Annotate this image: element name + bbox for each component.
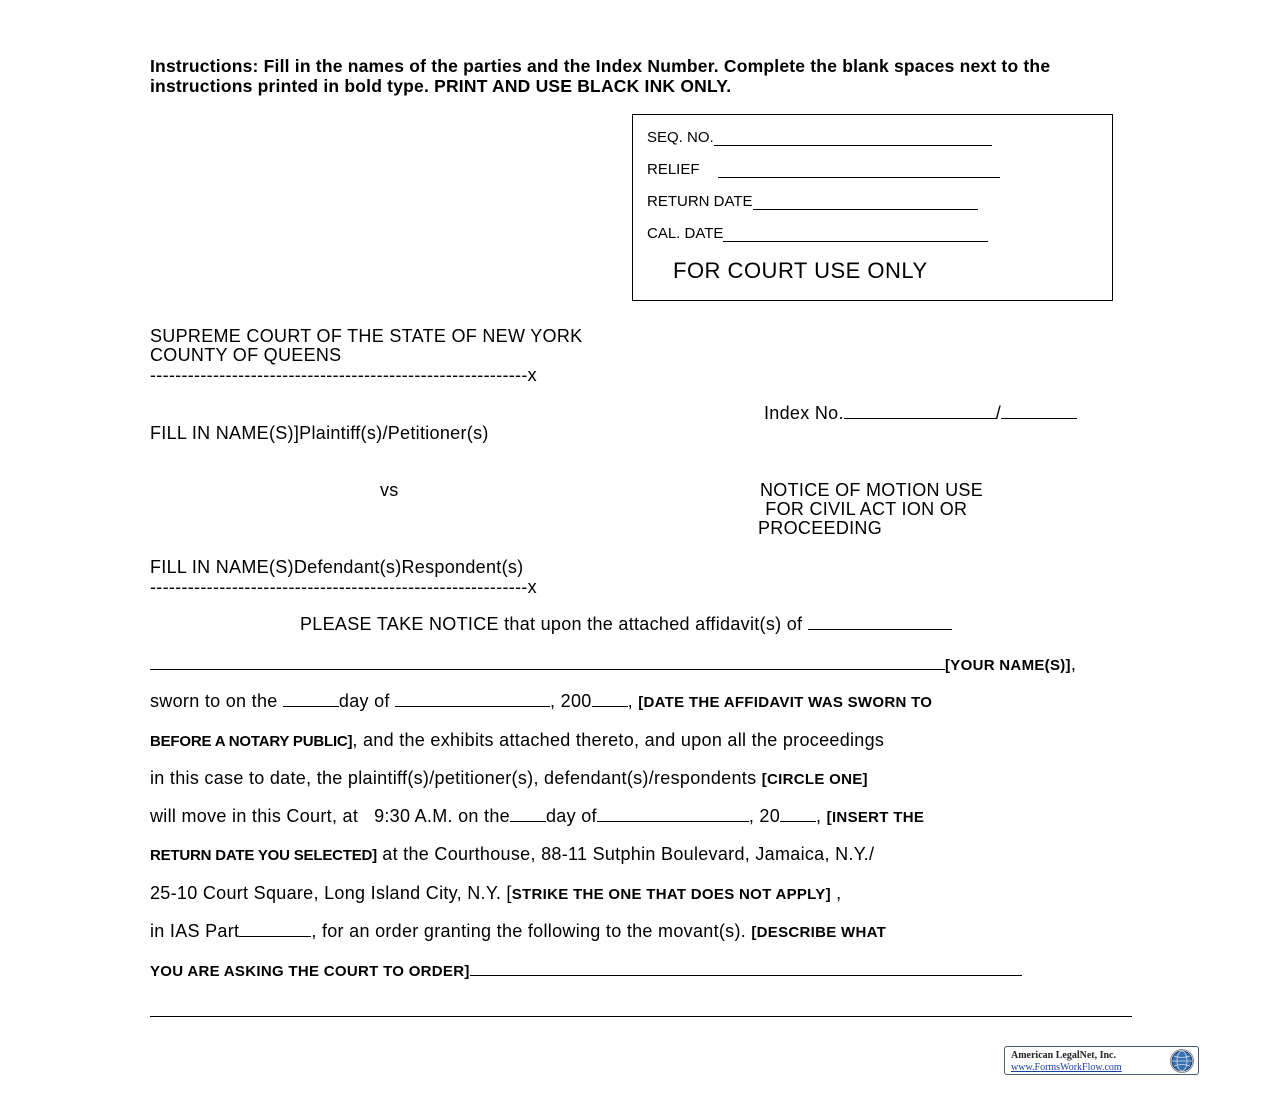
seq-no-field[interactable] [714,133,992,146]
sworn-day-field[interactable] [283,691,339,707]
day-of-text: day of [545,806,597,826]
relief-row [647,161,1000,178]
notary-instruction: BEFORE A NOTARY PUBLIC] [150,733,353,750]
move-text: will move in this Court, at 9:30 A.M. on the [150,806,510,826]
cal-date-row [647,225,988,242]
defendant-line: FILL IN NAME(S)Defendant(s)Respondent(s) [150,557,524,577]
seq-no-row [647,129,992,146]
index-number-field[interactable] [844,403,996,419]
versus-label: vs [380,480,399,500]
ias-part-field[interactable] [239,921,311,937]
asking-court-instruction: YOU ARE ASKING THE COURT TO ORDER] [150,963,470,980]
sworn-month-field[interactable] [395,691,550,707]
caption-divider-top: ------------------------------------------------------------x [150,365,537,385]
return-day-field[interactable] [510,806,546,822]
insert-return-date-instruction: [INSERT THE [826,809,925,826]
seq-no-label: SEQ. NO. [647,129,714,146]
return-date-selected-instruction: RETURN DATE YOU SELECTED] [150,847,377,864]
cal-date-field[interactable] [723,229,988,242]
notice-intro-text: PLEASE TAKE NOTICE that upon the attached affidavit(s) of [300,614,803,634]
instructions: Instructions: Fill in the names of the parties and the Index Number. Complete the blank spaces next to the instructions printed in bold type. PRINT AND USE BLACK INK ONLY. [150,56,1051,96]
document-title-line2: FOR CIVIL ACT ION OR [760,499,968,519]
sworn-date-instruction: [DATE THE AFFIDAVIT WAS SWORN TO [638,694,933,711]
exhibits-text: , and the exhibits attached thereto, and upon all the proceedings [352,730,885,750]
year-prefix-text: , 200 [550,691,592,711]
document-title-line1: NOTICE OF MOTION USE [760,480,984,500]
document-title-line3: PROCEEDING [758,518,883,538]
index-year-field[interactable] [1001,403,1077,419]
notice-line-9 [150,921,886,942]
notice-line-4 [150,730,884,751]
logo-company-name: American LegalNet, Inc. [1011,1050,1116,1061]
return-year-field[interactable] [780,806,816,822]
notice-line-1 [300,614,952,635]
notice-line-10 [150,960,1022,981]
return-date-row [647,193,978,210]
ias-part-text: in IAS Part [150,921,240,941]
year-prefix-text: , 20 [748,806,781,826]
relief-description-line-2[interactable] [150,1016,1132,1017]
punctuation: , [830,883,842,903]
return-date-field[interactable] [753,197,978,210]
notice-line-7 [150,844,874,865]
court-square-text: 25-10 Court Square, Long Island City, N.Y. [ [150,883,512,903]
parties-text: in this case to date, the plaintiff(s)/petitioner(s), defendant(s)/respondents [150,768,757,788]
your-names-instruction: [YOUR NAME(S)] [945,657,1071,674]
sworn-year-field[interactable] [592,691,628,707]
plaintiff-line: FILL IN NAME(S)]Plaintiff(s)/Petitioner(s) [150,423,489,443]
affiant-name-field[interactable] [808,614,952,630]
notice-line-8 [150,883,841,904]
relief-label: RELIEF [647,161,700,178]
index-separator: / [995,403,1002,423]
punctuation: , [627,691,633,711]
relief-field[interactable] [718,165,1000,178]
globe-icon [1170,1049,1194,1073]
sworn-text: sworn to on the [150,691,278,711]
relief-description-field[interactable] [470,960,1022,976]
courthouse-text: at the Courthouse, 88-11 Sutphin Boulevard, Jamaica, N.Y./ [376,844,875,864]
notice-line-5 [150,768,868,789]
strike-instruction: STRIKE THE ONE THAT DOES NOT APPLY] [511,886,831,903]
punctuation: , [1070,654,1077,674]
american-legalnet-logo [1004,1046,1199,1075]
index-number-row [764,403,1077,424]
index-label: Index No. [764,403,844,423]
day-of-text: day of [338,691,390,711]
describe-instruction: [DESCRIBE WHAT [751,924,887,941]
court-use-box [632,114,1113,301]
logo-url[interactable]: www.FormsWorkFlow.com [1011,1062,1122,1073]
court-name: SUPREME COURT OF THE STATE OF NEW YORK [150,326,583,346]
circle-one-instruction: [CIRCLE ONE] [761,771,868,788]
affiant-name-continued-field[interactable] [150,654,945,670]
return-date-label: RETURN DATE [647,193,753,210]
cal-date-label: CAL. DATE [647,225,724,242]
caption-divider-bottom: ------------------------------------------------------------x [150,577,537,597]
notice-line-3 [150,691,932,712]
county-name: COUNTY OF QUEENS [150,345,342,365]
punctuation: , [816,806,822,826]
order-granting-text: , for an order granting the following to the movant(s). [311,921,747,941]
notice-line-2 [150,654,1076,675]
return-month-field[interactable] [597,806,749,822]
court-use-title: FOR COURT USE ONLY [673,258,928,283]
notice-line-6 [150,806,924,827]
